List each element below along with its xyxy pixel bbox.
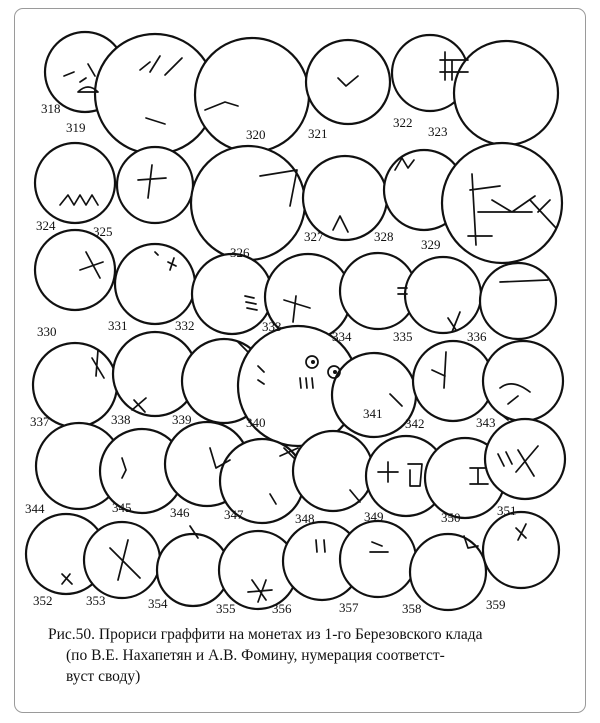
coin-326 bbox=[191, 146, 305, 260]
coin-335 bbox=[405, 257, 481, 333]
coin-number-338: 338 bbox=[111, 412, 131, 427]
coin-number-336: 336 bbox=[467, 329, 487, 344]
coin-number-341: 341 bbox=[363, 406, 383, 421]
graffiti-eye-dot bbox=[333, 370, 337, 374]
coin-number-355: 355 bbox=[216, 601, 236, 616]
coin-number-346: 346 bbox=[170, 505, 190, 520]
coin-number-330: 330 bbox=[37, 324, 57, 339]
coin-number-350: 350 bbox=[441, 510, 461, 525]
coin-number-335: 335 bbox=[393, 329, 413, 344]
coin-number-356: 356 bbox=[272, 601, 292, 616]
coin-325 bbox=[117, 147, 193, 223]
coin-number-320: 320 bbox=[246, 127, 266, 142]
coin-number-319: 319 bbox=[66, 120, 86, 135]
coin-number-348: 348 bbox=[295, 511, 315, 526]
coin-number-349: 349 bbox=[364, 509, 384, 524]
coin-number-353: 353 bbox=[86, 593, 106, 608]
coin-number-358: 358 bbox=[402, 601, 422, 616]
coin-number-343: 343 bbox=[476, 415, 496, 430]
coin-number-352: 352 bbox=[33, 593, 53, 608]
coin-329 bbox=[442, 143, 562, 263]
coin-341 bbox=[332, 353, 416, 437]
coin-number-342: 342 bbox=[405, 416, 425, 431]
coin-number-359: 359 bbox=[486, 597, 506, 612]
coin-348 bbox=[293, 431, 373, 511]
coin-332 bbox=[192, 254, 272, 334]
coin-number-326: 326 bbox=[230, 245, 250, 260]
coin-number-321: 321 bbox=[308, 126, 328, 141]
coin-number-324: 324 bbox=[36, 218, 56, 233]
coin-number-340: 340 bbox=[246, 415, 266, 430]
coin-number-333: 333 bbox=[262, 319, 282, 334]
coin-number-325: 325 bbox=[93, 224, 113, 239]
coin-number-331: 331 bbox=[108, 318, 128, 333]
graffiti-eye-dot bbox=[311, 360, 315, 364]
coin-321 bbox=[306, 40, 390, 124]
coin-number-347: 347 bbox=[224, 507, 244, 522]
coin-number-327: 327 bbox=[304, 229, 324, 244]
figure-caption bbox=[48, 624, 578, 687]
coin-323 bbox=[454, 41, 558, 145]
coin-359 bbox=[483, 512, 559, 588]
coin-343 bbox=[483, 341, 563, 421]
coin-330 bbox=[35, 230, 115, 310]
coin-number-329: 329 bbox=[421, 237, 441, 252]
coin-number-322: 322 bbox=[393, 115, 413, 130]
coin-324 bbox=[35, 143, 115, 223]
coin-number-323: 323 bbox=[428, 124, 448, 139]
caption-line-2: (по В.Е. Нахапетян и А.В. Фомину, нумерация соответст- bbox=[66, 647, 445, 664]
coin-number-337: 337 bbox=[30, 414, 50, 429]
coin-number-354: 354 bbox=[148, 596, 168, 611]
coin-342 bbox=[413, 341, 493, 421]
coin-number-351: 351 bbox=[497, 503, 517, 518]
coin-358 bbox=[410, 534, 486, 610]
coin-331 bbox=[115, 244, 195, 324]
coin-number-334: 334 bbox=[332, 329, 352, 344]
coin-336 bbox=[480, 263, 556, 339]
coin-number-345: 345 bbox=[112, 500, 132, 515]
coin-number-357: 357 bbox=[339, 600, 359, 615]
caption-line-1: Рис.50. Прориси граффити на монетах из 1-го Березовского клада bbox=[48, 626, 483, 643]
coin-number-328: 328 bbox=[374, 229, 394, 244]
coin-number-332: 332 bbox=[175, 318, 195, 333]
caption-line-3: вуст своду) bbox=[66, 668, 141, 685]
coin-number-318: 318 bbox=[41, 101, 61, 116]
coin-351 bbox=[485, 419, 565, 499]
coin-number-344: 344 bbox=[25, 501, 45, 516]
coin-number-339: 339 bbox=[172, 412, 192, 427]
coin-357 bbox=[340, 521, 416, 597]
